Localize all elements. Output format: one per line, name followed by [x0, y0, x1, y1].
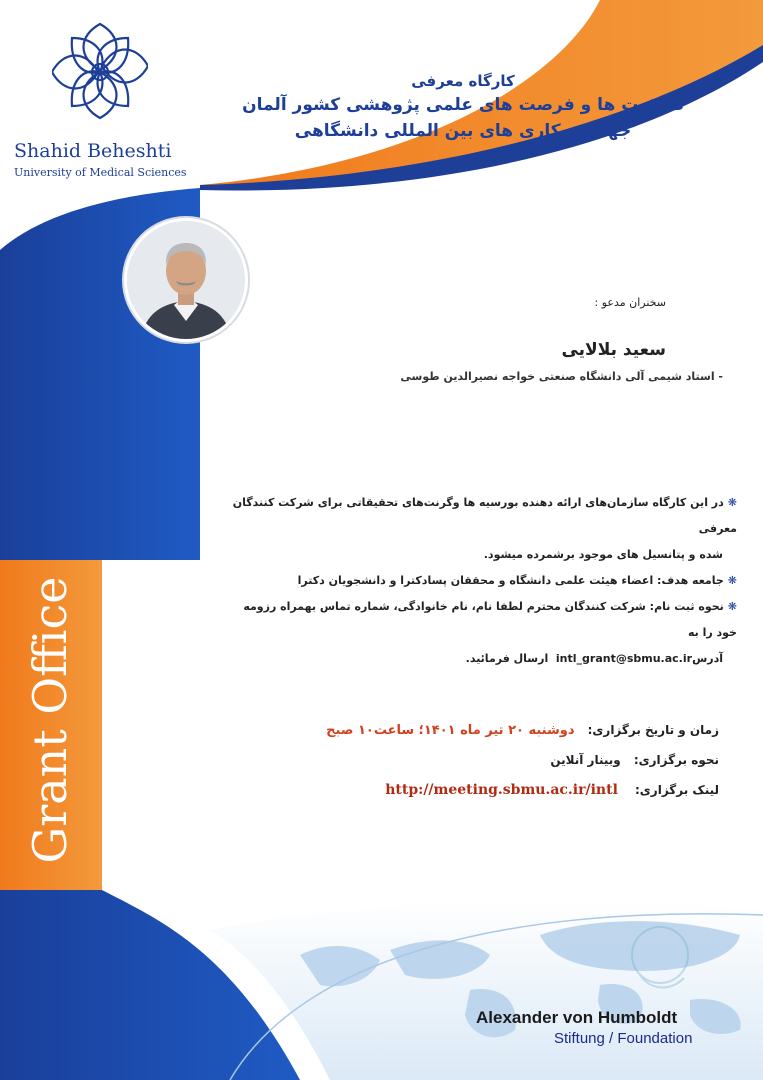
title-line-2: ظرفیت ها و فرصت های علمی پژوهشی کشور آلمان	[242, 95, 684, 115]
address-suffix: ارسال فرمائید.	[465, 652, 549, 665]
speaker-title: - استاد شیمی آلی دانشگاه صنعتی خواجه نصیرالدین طوسی	[400, 370, 723, 383]
humboldt-subtitle: Stiftung / Foundation	[554, 1030, 693, 1047]
humboldt-name: Alexander von Humboldt	[476, 1008, 678, 1027]
description-bullets	[232, 490, 737, 672]
event-mode-row	[239, 746, 719, 776]
bullet-star-icon: ❋	[727, 600, 737, 613]
registration-email[interactable]: intl_grant@sbmu.ac.ir	[555, 652, 693, 665]
blue-swoosh-bottom	[0, 890, 300, 1080]
meeting-link[interactable]: http://meeting.sbmu.ac.ir/intl	[385, 782, 618, 798]
title-line-1: کارگاه معرفی	[411, 72, 515, 90]
humboldt-logo	[476, 1008, 746, 1047]
university-name: Shahid Beheshti	[14, 140, 172, 162]
bullet-continuation	[232, 542, 737, 568]
link-label: لینک برگزاری:	[635, 783, 719, 797]
bullet-item	[232, 490, 737, 542]
mode-label: نحوه برگزاری:	[633, 753, 719, 767]
title-line-3: جهت همکاری های بین المللی دانشگاهی	[294, 121, 632, 141]
speaker-photo	[124, 218, 248, 342]
event-datetime-row	[239, 716, 719, 746]
university-logo	[10, 18, 190, 188]
university-subtitle: University of Medical Sciences	[14, 166, 187, 179]
bullet-text: نحوه ثبت نام: شرکت کنندگان محترم لطفا نام، نام خانوادگی، شماره تماس بهمراه رزومه خود را به	[243, 600, 737, 639]
datetime-label: زمان و تاریخ برگزاری:	[587, 723, 719, 737]
event-details	[239, 716, 719, 806]
bullet-text: در این کارگاه سازمان‌های ارائه دهنده بورسیه ها وگرنت‌های تحقیقاتی برای شرکت کنندگان معرفی	[232, 496, 737, 535]
university-emblem-icon	[52, 18, 148, 128]
workshop-title	[203, 70, 723, 144]
bullet-item	[232, 594, 737, 646]
bullet-star-icon: ❋	[727, 574, 737, 587]
grant-office-label: Grant Office	[23, 576, 77, 864]
bullet-text: شده و پتانسیل های موجود برشمرده میشود.	[483, 548, 723, 561]
bullet-star-icon: ❋	[727, 496, 737, 509]
bullet-item	[232, 568, 737, 594]
event-link-row	[239, 776, 719, 806]
bullet-text: جامعه هدف: اعضاء هیئت علمی دانشگاه و محققان پسادکترا و دانشجویان دکترا	[297, 574, 724, 587]
speaker-portrait-icon	[127, 221, 245, 339]
speakers-label: سخنران مدعو :	[594, 296, 666, 309]
address-prefix: آدرس	[692, 652, 723, 665]
datetime-value: دوشنبه ۲۰ تیر ماه ۱۴۰۱؛ ساعت۱۰ صبح	[326, 723, 575, 738]
bullet-continuation	[232, 646, 737, 672]
speaker-name: سعید بلالایی	[561, 340, 666, 360]
mode-value: وبینار آنلاین	[550, 753, 621, 767]
